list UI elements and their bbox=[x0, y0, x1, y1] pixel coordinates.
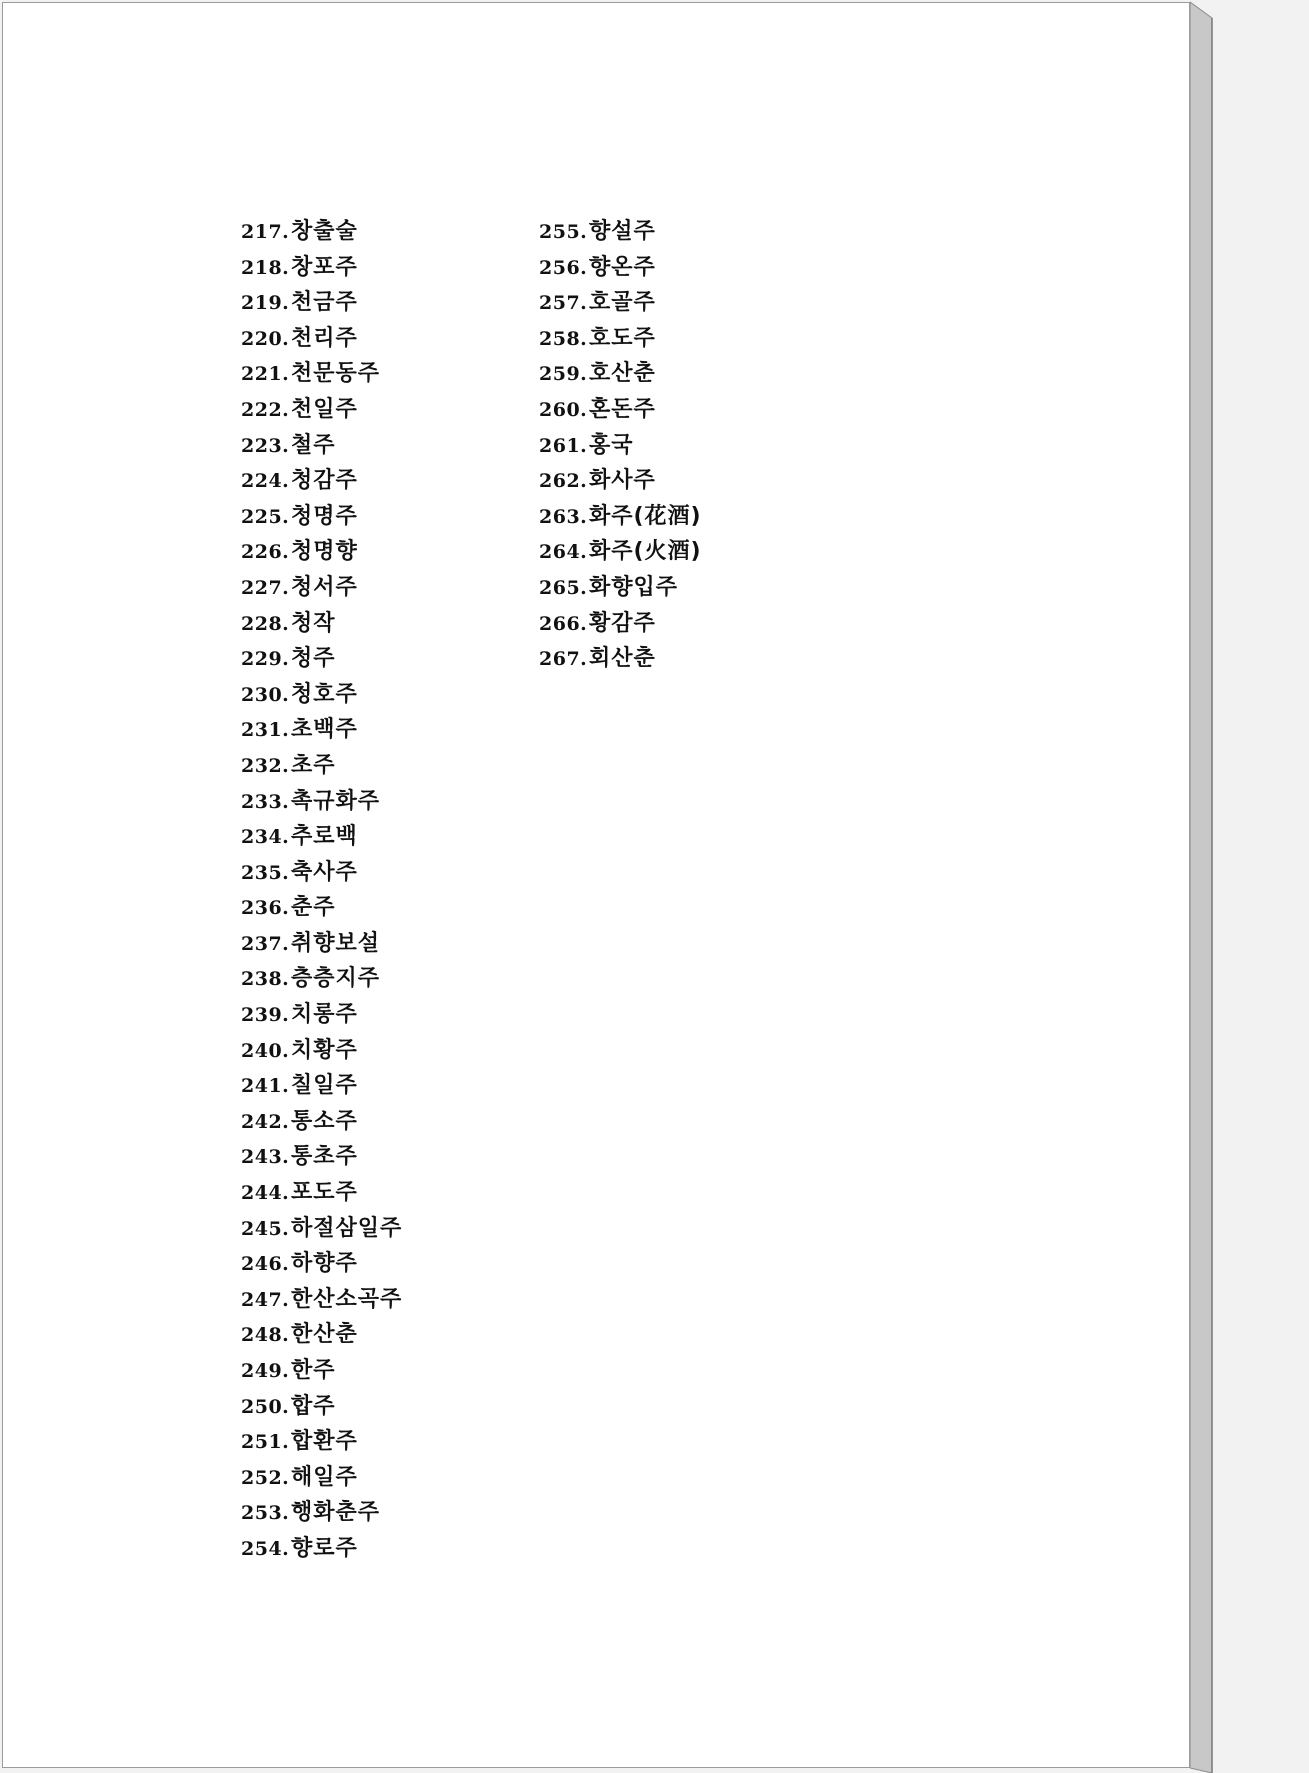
entry-name: 호도주 bbox=[589, 325, 656, 351]
entry-number: 227. bbox=[241, 576, 290, 599]
entry-number: 249. bbox=[241, 1360, 290, 1382]
list-item bbox=[539, 250, 702, 286]
list-item bbox=[241, 1139, 402, 1175]
entry-name: 통소주 bbox=[291, 1108, 358, 1134]
entry-name: 초백주 bbox=[291, 717, 358, 743]
entry-number: 229. bbox=[241, 648, 290, 671]
list-item bbox=[241, 356, 402, 392]
entry-name: 청감주 bbox=[291, 468, 358, 494]
list-item bbox=[241, 1033, 402, 1069]
entry-name: 한주 bbox=[291, 1358, 336, 1383]
entry-number: 224. bbox=[241, 470, 290, 493]
entry-name: 해일주 bbox=[291, 1464, 358, 1490]
entry-number: 246. bbox=[241, 1253, 290, 1276]
entry-number: 257. bbox=[539, 292, 588, 315]
list-item bbox=[241, 748, 402, 784]
list-item bbox=[241, 677, 402, 713]
entry-name: 천금주 bbox=[291, 290, 358, 316]
entry-number: 245. bbox=[241, 1217, 290, 1240]
entry-name: 회산춘 bbox=[589, 646, 656, 672]
entry-name: 한산소곡주 bbox=[291, 1286, 403, 1312]
entry-name: 칠일주 bbox=[291, 1073, 358, 1099]
entry-name: 향온주 bbox=[589, 254, 656, 280]
entry-name: 포도주 bbox=[291, 1180, 358, 1206]
entry-name: 철주 bbox=[291, 432, 336, 458]
list-item bbox=[241, 1246, 402, 1282]
entry-number: 232. bbox=[241, 754, 290, 777]
list-item bbox=[241, 1211, 402, 1247]
entry-name: 향설주 bbox=[589, 219, 656, 244]
entry-number: 234. bbox=[241, 826, 290, 849]
right-column-list bbox=[539, 214, 702, 677]
entry-number: 219. bbox=[241, 292, 290, 315]
entry-name: 화사주 bbox=[589, 468, 656, 494]
entry-name: 춘주 bbox=[291, 895, 336, 921]
entry-number: 247. bbox=[241, 1288, 290, 1311]
entry-number: 220. bbox=[241, 327, 290, 350]
list-item bbox=[241, 1104, 402, 1140]
entry-name: 혼돈주 bbox=[589, 396, 656, 422]
entry-name: 축사주 bbox=[291, 859, 358, 885]
list-item bbox=[539, 606, 702, 642]
entry-name: 청작 bbox=[291, 610, 336, 636]
list-item bbox=[241, 1175, 402, 1211]
entry-number: 258. bbox=[539, 327, 588, 350]
entry-name: 청명향 bbox=[291, 539, 358, 565]
entry-name: 통초주 bbox=[291, 1144, 358, 1170]
entry-number: 266. bbox=[539, 612, 588, 635]
list-item bbox=[241, 285, 402, 321]
entry-number: 254. bbox=[241, 1537, 290, 1560]
entry-name: 추로백 bbox=[291, 824, 358, 850]
list-item bbox=[539, 499, 702, 535]
page-edge-shadow bbox=[1190, 0, 1220, 1773]
list-item bbox=[241, 321, 402, 357]
entry-name: 천문동주 bbox=[291, 361, 381, 387]
entry-number: 237. bbox=[241, 932, 290, 955]
entry-name: 청서주 bbox=[291, 574, 358, 600]
entry-number: 261. bbox=[539, 434, 588, 457]
list-item bbox=[241, 1495, 402, 1531]
entry-name: 합환주 bbox=[291, 1429, 358, 1455]
left-column-list bbox=[241, 214, 402, 1567]
entry-number: 243. bbox=[241, 1146, 290, 1169]
list-item bbox=[241, 1353, 402, 1389]
entry-name: 합주 bbox=[291, 1393, 336, 1419]
entry-name: 하향주 bbox=[291, 1251, 358, 1277]
entry-name: 천일주 bbox=[291, 396, 358, 422]
entry-name: 황감주 bbox=[589, 610, 656, 636]
entry-name: 촉규화주 bbox=[291, 788, 381, 814]
list-item bbox=[539, 428, 702, 464]
entry-number: 255. bbox=[539, 221, 588, 243]
list-item bbox=[241, 606, 402, 642]
list-item bbox=[241, 1424, 402, 1460]
list-item bbox=[539, 534, 702, 570]
entry-number: 230. bbox=[241, 683, 290, 706]
entry-number: 251. bbox=[241, 1431, 290, 1454]
entry-number: 244. bbox=[241, 1182, 290, 1205]
entry-number: 242. bbox=[241, 1110, 290, 1133]
entry-number: 252. bbox=[241, 1466, 290, 1489]
entry-name: 한산춘 bbox=[291, 1322, 358, 1348]
document-page bbox=[2, 2, 1190, 1768]
list-item bbox=[539, 214, 702, 250]
list-item bbox=[539, 463, 702, 499]
list-item bbox=[241, 499, 402, 535]
list-item bbox=[241, 463, 402, 499]
entry-name: 청주 bbox=[291, 646, 336, 672]
entry-number: 217. bbox=[241, 221, 290, 243]
list-item bbox=[241, 961, 402, 997]
entry-number: 228. bbox=[241, 612, 290, 635]
list-item bbox=[241, 997, 402, 1033]
list-item bbox=[241, 712, 402, 748]
entry-number: 256. bbox=[539, 256, 588, 279]
entry-name: 치황주 bbox=[291, 1037, 358, 1063]
entry-name: 치롱주 bbox=[291, 1002, 358, 1028]
entry-number: 265. bbox=[539, 576, 588, 599]
list-item bbox=[241, 392, 402, 428]
list-item bbox=[241, 570, 402, 606]
list-item bbox=[241, 819, 402, 855]
list-item bbox=[241, 1068, 402, 1104]
entry-number: 221. bbox=[241, 363, 290, 386]
entry-number: 223. bbox=[241, 434, 290, 457]
list-item bbox=[241, 855, 402, 891]
entry-name: 홍국 bbox=[589, 432, 634, 458]
entry-name: 창포주 bbox=[291, 254, 358, 280]
entry-number: 236. bbox=[241, 897, 290, 920]
list-item bbox=[241, 534, 402, 570]
entry-number: 241. bbox=[241, 1075, 290, 1098]
entry-name: 향로주 bbox=[291, 1535, 358, 1561]
list-item bbox=[241, 926, 402, 962]
entry-name: 청호주 bbox=[291, 681, 358, 707]
entry-name: 층층지주 bbox=[291, 966, 381, 992]
entry-number: 259. bbox=[539, 363, 588, 386]
entry-name: 행화춘주 bbox=[291, 1500, 381, 1526]
entry-number: 240. bbox=[241, 1039, 290, 1062]
list-item bbox=[241, 641, 402, 677]
entry-number: 239. bbox=[241, 1004, 290, 1027]
list-item bbox=[539, 570, 702, 606]
list-item bbox=[241, 428, 402, 464]
entry-name: 창출술 bbox=[291, 219, 358, 244]
entry-number: 238. bbox=[241, 968, 290, 991]
list-item bbox=[539, 356, 702, 392]
entry-number: 264. bbox=[539, 541, 588, 564]
entry-number: 262. bbox=[539, 470, 588, 493]
list-item bbox=[539, 641, 702, 677]
list-item bbox=[241, 890, 402, 926]
entry-name: 호산춘 bbox=[589, 361, 656, 387]
entry-number: 248. bbox=[241, 1324, 290, 1347]
entry-name: 화주(花酒) bbox=[589, 503, 702, 529]
list-item bbox=[241, 1389, 402, 1425]
entry-number: 225. bbox=[241, 505, 290, 528]
entry-number: 231. bbox=[241, 719, 290, 742]
list-item bbox=[241, 784, 402, 820]
entry-name: 화주(火酒) bbox=[589, 539, 702, 565]
list-item bbox=[539, 321, 702, 357]
list-item bbox=[539, 392, 702, 428]
entry-number: 250. bbox=[241, 1395, 290, 1418]
list-item bbox=[241, 250, 402, 286]
entry-number: 260. bbox=[539, 398, 588, 421]
list-item bbox=[241, 214, 402, 250]
entry-number: 222. bbox=[241, 398, 290, 421]
entry-name: 취향보설 bbox=[291, 930, 381, 956]
list-item bbox=[539, 285, 702, 321]
list-item bbox=[241, 1282, 402, 1318]
entry-name: 화향입주 bbox=[589, 574, 679, 600]
entry-name: 호골주 bbox=[589, 290, 656, 316]
entry-number: 253. bbox=[241, 1502, 290, 1525]
entry-name: 하절삼일주 bbox=[291, 1215, 403, 1241]
entry-number: 235. bbox=[241, 861, 290, 884]
entry-number: 263. bbox=[539, 505, 588, 528]
entry-number: 226. bbox=[241, 541, 290, 564]
list-item bbox=[241, 1531, 402, 1567]
list-item bbox=[241, 1317, 402, 1353]
entry-name: 초주 bbox=[291, 752, 336, 778]
entry-number: 233. bbox=[241, 790, 290, 813]
entry-number: 218. bbox=[241, 256, 290, 279]
entry-number: 267. bbox=[539, 648, 588, 671]
entry-name: 청명주 bbox=[291, 503, 358, 529]
list-item bbox=[241, 1460, 402, 1496]
entry-name: 천리주 bbox=[291, 325, 358, 351]
